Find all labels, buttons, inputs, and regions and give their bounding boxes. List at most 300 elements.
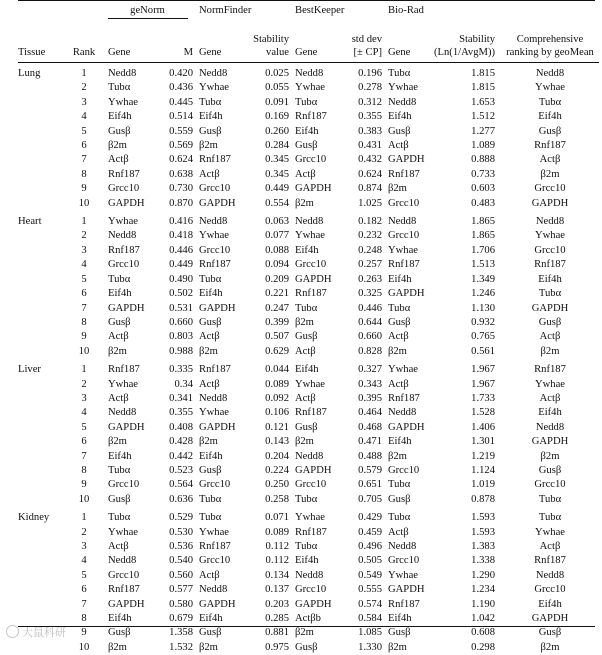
bestkeeper-stddev-cell: 0.549 <box>344 569 382 583</box>
table-bottom-rule <box>18 626 595 627</box>
biorad-gene-cell: Gusβ <box>382 125 434 139</box>
biorad-gene-cell: Grcc10 <box>382 554 434 568</box>
genorm-m-cell: 0.569 <box>152 139 193 153</box>
biorad-gene-cell: Eif4h <box>382 612 434 626</box>
normfinder-gene-cell: Grcc10 <box>193 244 248 258</box>
reference-gene-ranking-table <box>18 2 599 655</box>
rank-cell: 6 <box>66 435 102 449</box>
genorm-m-cell: 0.420 <box>152 63 193 82</box>
bestkeeper-stddev-cell: 0.343 <box>344 378 382 392</box>
table-row <box>18 182 599 196</box>
biorad-stability-cell: 0.561 <box>434 345 495 359</box>
table-row <box>18 406 599 420</box>
tissue-cell <box>18 641 66 655</box>
biorad-stability-cell: 0.888 <box>434 153 495 167</box>
tissue-cell <box>18 478 66 492</box>
genorm-m-cell: 0.449 <box>152 258 193 272</box>
normfinder-stability-cell: 0.345 <box>248 168 289 182</box>
bestkeeper-stddev-cell: 0.232 <box>344 229 382 243</box>
comprehensive-column-header: Comprehensive ranking by geoMean <box>495 34 599 63</box>
bestkeeper-gene-cell: Ywhae <box>289 507 344 525</box>
genorm-gene-cell: β2m <box>102 139 152 153</box>
normfinder-stability-cell: 0.209 <box>248 273 289 287</box>
biorad-stability-cell: 1.234 <box>434 583 495 597</box>
bestkeeper-gene-cell: GAPDH <box>289 182 344 196</box>
comprehensive-gene-cell: Grcc10 <box>495 583 599 597</box>
normfinder-stability-cell: 0.204 <box>248 450 289 464</box>
normfinder-gene-cell: Eif4h <box>193 612 248 626</box>
comprehensive-gene-cell: Tubα <box>495 493 599 507</box>
bestkeeper-stddev-cell: 0.471 <box>344 435 382 449</box>
normfinder-stability-cell: 0.507 <box>248 330 289 344</box>
rank-cell: 7 <box>66 598 102 612</box>
tissue-cell <box>18 554 66 568</box>
biorad-gene-cell: Rnf187 <box>382 392 434 406</box>
rank-cell: 1 <box>66 359 102 377</box>
bestkeeper-stddev-cell: 0.555 <box>344 583 382 597</box>
biorad-stability-cell: 1.124 <box>434 464 495 478</box>
normfinder-stability-cell: 0.091 <box>248 96 289 110</box>
genorm-gene-cell: Gusβ <box>102 316 152 330</box>
rank-cell: 1 <box>66 63 102 82</box>
biorad-gene-cell: Gusβ <box>382 316 434 330</box>
comprehensive-gene-cell: Grcc10 <box>495 182 599 196</box>
normfinder-gene-cell: Actβ <box>193 378 248 392</box>
comprehensive-gene-cell: Grcc10 <box>495 244 599 258</box>
table-row <box>18 330 599 344</box>
genorm-m-cell: 0.679 <box>152 612 193 626</box>
normfinder-gene-cell: Tubα <box>193 96 248 110</box>
tissue-cell <box>18 450 66 464</box>
tissue-cell <box>18 139 66 153</box>
watermark-logo-icon <box>6 625 19 638</box>
rank-cell: 10 <box>66 345 102 359</box>
genorm-m-cell: 0.577 <box>152 583 193 597</box>
rank-cell: 2 <box>66 229 102 243</box>
comprehensive-gene-cell: β2m <box>495 450 599 464</box>
normfinder-stability-cell: 0.143 <box>248 435 289 449</box>
table-row <box>18 598 599 612</box>
table-row <box>18 302 599 316</box>
rank-cell: 4 <box>66 554 102 568</box>
genorm-m-cell: 0.445 <box>152 96 193 110</box>
normfinder-gene-cell: Nedd8 <box>193 392 248 406</box>
normfinder-stability-cell: 0.071 <box>248 507 289 525</box>
biorad-gene-cell: Grcc10 <box>382 464 434 478</box>
table-top-rule <box>18 0 595 1</box>
table-row <box>18 612 599 626</box>
genorm-m-cell: 0.564 <box>152 478 193 492</box>
comprehensive-gene-cell: Gusβ <box>495 626 599 640</box>
tissue-cell <box>18 526 66 540</box>
bestkeeper-stddev-cell: 0.828 <box>344 345 382 359</box>
genorm-gene-cell: Actβ <box>102 540 152 554</box>
biorad-stability-cell: 1.089 <box>434 139 495 153</box>
table-row <box>18 540 599 554</box>
bestkeeper-stddev-cell: 0.660 <box>344 330 382 344</box>
bestkeeper-stddev-cell: 0.383 <box>344 125 382 139</box>
bestkeeper-stddev-cell: 0.248 <box>344 244 382 258</box>
bestkeeper-header: BestKeeper <box>295 5 344 16</box>
biorad-gene-cell: Tubα <box>382 63 434 82</box>
biorad-gene-cell: Rnf187 <box>382 168 434 182</box>
table-row <box>18 229 599 243</box>
tissue-cell <box>18 392 66 406</box>
bestkeeper-gene-cell: Nedd8 <box>289 211 344 229</box>
tissue-cell <box>18 258 66 272</box>
normfinder-gene-cell: Eif4h <box>193 450 248 464</box>
genorm-header: geNorm <box>108 4 188 19</box>
normfinder-gene-cell: Eif4h <box>193 110 248 124</box>
table-row <box>18 168 599 182</box>
rank-cell: 3 <box>66 392 102 406</box>
biorad-gene-cell: Gusβ <box>382 493 434 507</box>
bestkeeper-gene-cell: Eif4h <box>289 359 344 377</box>
normfinder-gene-cell: Rnf187 <box>193 153 248 167</box>
genorm-gene-cell: Ywhae <box>102 96 152 110</box>
genorm-gene-cell: Tubα <box>102 464 152 478</box>
rank-cell: 5 <box>66 273 102 287</box>
genorm-m-cell: 0.436 <box>152 81 193 95</box>
rank-cell: 10 <box>66 493 102 507</box>
table-row <box>18 626 599 640</box>
genorm-gene-cell: Rnf187 <box>102 244 152 258</box>
genorm-gene-cell: Grcc10 <box>102 478 152 492</box>
comprehensive-gene-cell: Tubα <box>495 287 599 301</box>
normfinder-gene-cell: Rnf187 <box>193 359 248 377</box>
biorad-stability-cell: 1.219 <box>434 450 495 464</box>
normfinder-gene-cell: Nedd8 <box>193 583 248 597</box>
comprehensive-gene-cell: β2m <box>495 345 599 359</box>
header-row-columns <box>18 34 599 63</box>
normfinder-stability-cell: 0.055 <box>248 81 289 95</box>
bestkeeper-stddev-cell: 0.263 <box>344 273 382 287</box>
bestkeeper-stddev-cell: 1.330 <box>344 641 382 655</box>
table-row <box>18 345 599 359</box>
normfinder-gene-cell: GAPDH <box>193 197 248 211</box>
genorm-gene-cell: Nedd8 <box>102 63 152 82</box>
rank-cell: 5 <box>66 421 102 435</box>
bestkeeper-stddev-cell: 0.182 <box>344 211 382 229</box>
tissue-cell <box>18 464 66 478</box>
normfinder-stability-cell: 0.063 <box>248 211 289 229</box>
normfinder-gene-cell: Ywhae <box>193 229 248 243</box>
normfinder-gene-cell: Actβ <box>193 330 248 344</box>
tissue-cell <box>18 110 66 124</box>
normfinder-gene-cell: Nedd8 <box>193 63 248 82</box>
normfinder-gene-cell: Rnf187 <box>193 258 248 272</box>
bestkeeper-gene-cell: Grcc10 <box>289 583 344 597</box>
normfinder-gene-cell: Tubα <box>193 273 248 287</box>
biorad-gene-cell: Tubα <box>382 507 434 525</box>
table-row <box>18 153 599 167</box>
table-row <box>18 464 599 478</box>
biorad-stability-cell: 1.528 <box>434 406 495 420</box>
normfinder-stability-cell: 0.975 <box>248 641 289 655</box>
genorm-m-cell: 0.530 <box>152 526 193 540</box>
tissue-cell <box>18 168 66 182</box>
table-row <box>18 392 599 406</box>
bestkeeper-stddev-cell: 0.312 <box>344 96 382 110</box>
rank-cell: 4 <box>66 110 102 124</box>
table-row <box>18 316 599 330</box>
bestkeeper-stddev-cell: 0.325 <box>344 287 382 301</box>
rank-cell: 3 <box>66 540 102 554</box>
biorad-gene-cell: Actβ <box>382 526 434 540</box>
biorad-gene-cell: Actβ <box>382 139 434 153</box>
bestkeeper-stddev-cell: 0.459 <box>344 526 382 540</box>
table-row <box>18 421 599 435</box>
genorm-m-cell: 0.355 <box>152 406 193 420</box>
biorad-gene-cell: Ywhae <box>382 359 434 377</box>
normfinder-stability-cell: 0.250 <box>248 478 289 492</box>
bestkeeper-stddev-cell: 0.327 <box>344 359 382 377</box>
biorad-gene-cell: GAPDH <box>382 287 434 301</box>
tissue-cell <box>18 273 66 287</box>
rank-cell: 9 <box>66 478 102 492</box>
table-row <box>18 258 599 272</box>
rank-cell: 7 <box>66 302 102 316</box>
table-row <box>18 641 599 655</box>
normfinder-stability-cell: 0.224 <box>248 464 289 478</box>
biorad-header: Bio-Rad <box>388 5 424 16</box>
normfinder-gene-cell: GAPDH <box>193 421 248 435</box>
comprehensive-gene-cell: Nedd8 <box>495 569 599 583</box>
genorm-gene-column-header: Gene <box>102 34 152 63</box>
genorm-gene-cell: β2m <box>102 641 152 655</box>
tissue-cell <box>18 493 66 507</box>
biorad-stability-cell: 0.483 <box>434 197 495 211</box>
genorm-m-cell: 0.624 <box>152 153 193 167</box>
genorm-gene-cell: Eif4h <box>102 110 152 124</box>
biorad-stability-column-header: Stability (Ln(1/AvgM)) <box>434 34 495 63</box>
normfinder-stability-cell: 0.121 <box>248 421 289 435</box>
rank-cell: 8 <box>66 464 102 478</box>
bestkeeper-gene-cell: GAPDH <box>289 273 344 287</box>
genorm-m-cell: 0.803 <box>152 330 193 344</box>
comprehensive-gene-cell: Gusβ <box>495 316 599 330</box>
comprehensive-gene-cell: Actβ <box>495 540 599 554</box>
genorm-m-cell: 0.988 <box>152 345 193 359</box>
table-row <box>18 526 599 540</box>
comprehensive-gene-cell: Rnf187 <box>495 258 599 272</box>
genorm-m-cell: 0.540 <box>152 554 193 568</box>
rank-cell: 3 <box>66 96 102 110</box>
table-row <box>18 197 599 211</box>
biorad-gene-cell: Rnf187 <box>382 258 434 272</box>
table-row <box>18 273 599 287</box>
biorad-gene-cell: Ywhae <box>382 81 434 95</box>
tissue-cell <box>18 435 66 449</box>
tissue-cell <box>18 182 66 196</box>
biorad-stability-cell: 1.967 <box>434 378 495 392</box>
genorm-gene-cell: Nedd8 <box>102 406 152 420</box>
watermark-text: 大鼠科研 <box>22 626 66 639</box>
biorad-stability-cell: 1.967 <box>434 359 495 377</box>
genorm-gene-cell: GAPDH <box>102 302 152 316</box>
bestkeeper-gene-cell: Nedd8 <box>289 450 344 464</box>
genorm-m-cell: 0.502 <box>152 287 193 301</box>
rank-cell: 2 <box>66 378 102 392</box>
biorad-gene-cell: Nedd8 <box>382 406 434 420</box>
normfinder-stability-cell: 0.106 <box>248 406 289 420</box>
comprehensive-gene-cell: Tubα <box>495 96 599 110</box>
tissue-cell <box>18 197 66 211</box>
table-row <box>18 569 599 583</box>
table-row <box>18 125 599 139</box>
normfinder-gene-cell: Ywhae <box>193 81 248 95</box>
genorm-gene-cell: β2m <box>102 435 152 449</box>
tissue-cell <box>18 345 66 359</box>
rank-cell: 9 <box>66 182 102 196</box>
biorad-stability-cell: 1.865 <box>434 211 495 229</box>
rank-cell: 5 <box>66 569 102 583</box>
table-row <box>18 507 599 525</box>
bestkeeper-gene-cell: β2m <box>289 316 344 330</box>
normfinder-gene-cell: β2m <box>193 435 248 449</box>
bestkeeper-stddev-cell: 1.085 <box>344 626 382 640</box>
genorm-m-cell: 0.580 <box>152 598 193 612</box>
tissue-cell <box>18 229 66 243</box>
bestkeeper-gene-cell: Gusβ <box>289 330 344 344</box>
biorad-gene-cell: Actβ <box>382 378 434 392</box>
comprehensive-gene-cell: Eif4h <box>495 110 599 124</box>
biorad-gene-cell: Grcc10 <box>382 229 434 243</box>
genorm-m-cell: 0.490 <box>152 273 193 287</box>
table-row <box>18 63 599 82</box>
biorad-stability-cell: 0.608 <box>434 626 495 640</box>
normfinder-stability-cell: 0.629 <box>248 345 289 359</box>
rank-cell: 4 <box>66 258 102 272</box>
normfinder-stability-cell: 0.399 <box>248 316 289 330</box>
table-row <box>18 554 599 568</box>
comprehensive-gene-cell: Ywhae <box>495 378 599 392</box>
biorad-stability-cell: 0.765 <box>434 330 495 344</box>
biorad-stability-cell: 1.593 <box>434 526 495 540</box>
comprehensive-gene-cell: β2m <box>495 168 599 182</box>
comprehensive-gene-cell: Eif4h <box>495 406 599 420</box>
comprehensive-gene-cell: Nedd8 <box>495 421 599 435</box>
genorm-gene-cell: Nedd8 <box>102 229 152 243</box>
tissue-label: Kidney <box>18 507 66 525</box>
genorm-m-cell: 0.638 <box>152 168 193 182</box>
biorad-gene-cell: Nedd8 <box>382 96 434 110</box>
biorad-stability-cell: 1.383 <box>434 540 495 554</box>
normfinder-stability-cell: 0.203 <box>248 598 289 612</box>
normfinder-stability-cell: 0.260 <box>248 125 289 139</box>
genorm-gene-cell: Eif4h <box>102 287 152 301</box>
header-row-methods <box>18 2 599 34</box>
tissue-cell <box>18 302 66 316</box>
genorm-m-cell: 0.660 <box>152 316 193 330</box>
genorm-gene-cell: Actβ <box>102 392 152 406</box>
biorad-stability-cell: 0.878 <box>434 493 495 507</box>
biorad-gene-cell: Ywhae <box>382 569 434 583</box>
rank-column-header: Rank <box>66 34 102 63</box>
genorm-gene-cell: Grcc10 <box>102 569 152 583</box>
comprehensive-gene-cell: Tubα <box>495 507 599 525</box>
watermark <box>6 624 66 640</box>
bestkeeper-gene-cell: Rnf187 <box>289 526 344 540</box>
biorad-stability-cell: 1.338 <box>434 554 495 568</box>
bestkeeper-gene-cell: Ywhae <box>289 81 344 95</box>
genorm-gene-cell: Actβ <box>102 330 152 344</box>
normfinder-gene-cell: Eif4h <box>193 287 248 301</box>
bestkeeper-gene-cell: β2m <box>289 197 344 211</box>
rank-cell: 8 <box>66 316 102 330</box>
bestkeeper-gene-cell: Eif4h <box>289 125 344 139</box>
normfinder-stability-cell: 0.112 <box>248 554 289 568</box>
biorad-gene-cell: Rnf187 <box>382 598 434 612</box>
rank-cell: 9 <box>66 626 102 640</box>
genorm-gene-cell: Gusβ <box>102 626 152 640</box>
bestkeeper-stddev-cell: 0.429 <box>344 507 382 525</box>
biorad-stability-cell: 1.349 <box>434 273 495 287</box>
normfinder-stability-column-header: Stability value <box>248 34 289 63</box>
bestkeeper-gene-cell: β2m <box>289 626 344 640</box>
bestkeeper-gene-cell: Rnf187 <box>289 406 344 420</box>
biorad-stability-cell: 1.513 <box>434 258 495 272</box>
genorm-m-cell: 0.531 <box>152 302 193 316</box>
bestkeeper-stddev-cell: 0.584 <box>344 612 382 626</box>
biorad-stability-cell: 0.603 <box>434 182 495 196</box>
biorad-gene-column-header: Gene <box>382 34 434 63</box>
genorm-m-column-header: M <box>152 34 193 63</box>
biorad-gene-cell: Nedd8 <box>382 540 434 554</box>
biorad-gene-cell: Tubα <box>382 302 434 316</box>
comprehensive-gene-cell: β2m <box>495 641 599 655</box>
bestkeeper-stddev-cell: 0.874 <box>344 182 382 196</box>
comprehensive-gene-cell: Ywhae <box>495 229 599 243</box>
genorm-m-cell: 0.560 <box>152 569 193 583</box>
normfinder-gene-cell: β2m <box>193 641 248 655</box>
bestkeeper-stddev-cell: 0.355 <box>344 110 382 124</box>
biorad-stability-cell: 1.190 <box>434 598 495 612</box>
bestkeeper-gene-cell: Eif4h <box>289 554 344 568</box>
normfinder-stability-cell: 0.094 <box>248 258 289 272</box>
bestkeeper-gene-cell: GAPDH <box>289 598 344 612</box>
tissue-cell <box>18 406 66 420</box>
bestkeeper-gene-cell: Rnf187 <box>289 110 344 124</box>
normfinder-gene-cell: Gusβ <box>193 316 248 330</box>
rank-cell: 1 <box>66 507 102 525</box>
bestkeeper-stddev-cell: 0.644 <box>344 316 382 330</box>
comprehensive-gene-cell: Gusβ <box>495 125 599 139</box>
tissue-label: Lung <box>18 63 66 82</box>
genorm-gene-cell: Ywhae <box>102 211 152 229</box>
biorad-gene-cell: GAPDH <box>382 583 434 597</box>
normfinder-gene-cell: Ywhae <box>193 526 248 540</box>
genorm-gene-cell: Rnf187 <box>102 168 152 182</box>
tissue-cell <box>18 540 66 554</box>
normfinder-gene-cell: GAPDH <box>193 302 248 316</box>
comprehensive-gene-cell: GAPDH <box>495 435 599 449</box>
rank-cell: 1 <box>66 211 102 229</box>
normfinder-gene-cell: GAPDH <box>193 598 248 612</box>
comprehensive-gene-cell: Actβ <box>495 392 599 406</box>
genorm-gene-cell: Tubα <box>102 273 152 287</box>
normfinder-gene-cell: Tubα <box>193 493 248 507</box>
bestkeeper-stddev-cell: 0.574 <box>344 598 382 612</box>
tissue-column-header: Tissue <box>18 34 66 63</box>
bestkeeper-gene-cell: Gusβ <box>289 139 344 153</box>
genorm-m-cell: 0.408 <box>152 421 193 435</box>
normfinder-stability-cell: 0.221 <box>248 287 289 301</box>
genorm-gene-cell: Tubα <box>102 507 152 525</box>
genorm-gene-cell: Nedd8 <box>102 554 152 568</box>
tissue-label: Heart <box>18 211 66 229</box>
normfinder-stability-cell: 0.134 <box>248 569 289 583</box>
